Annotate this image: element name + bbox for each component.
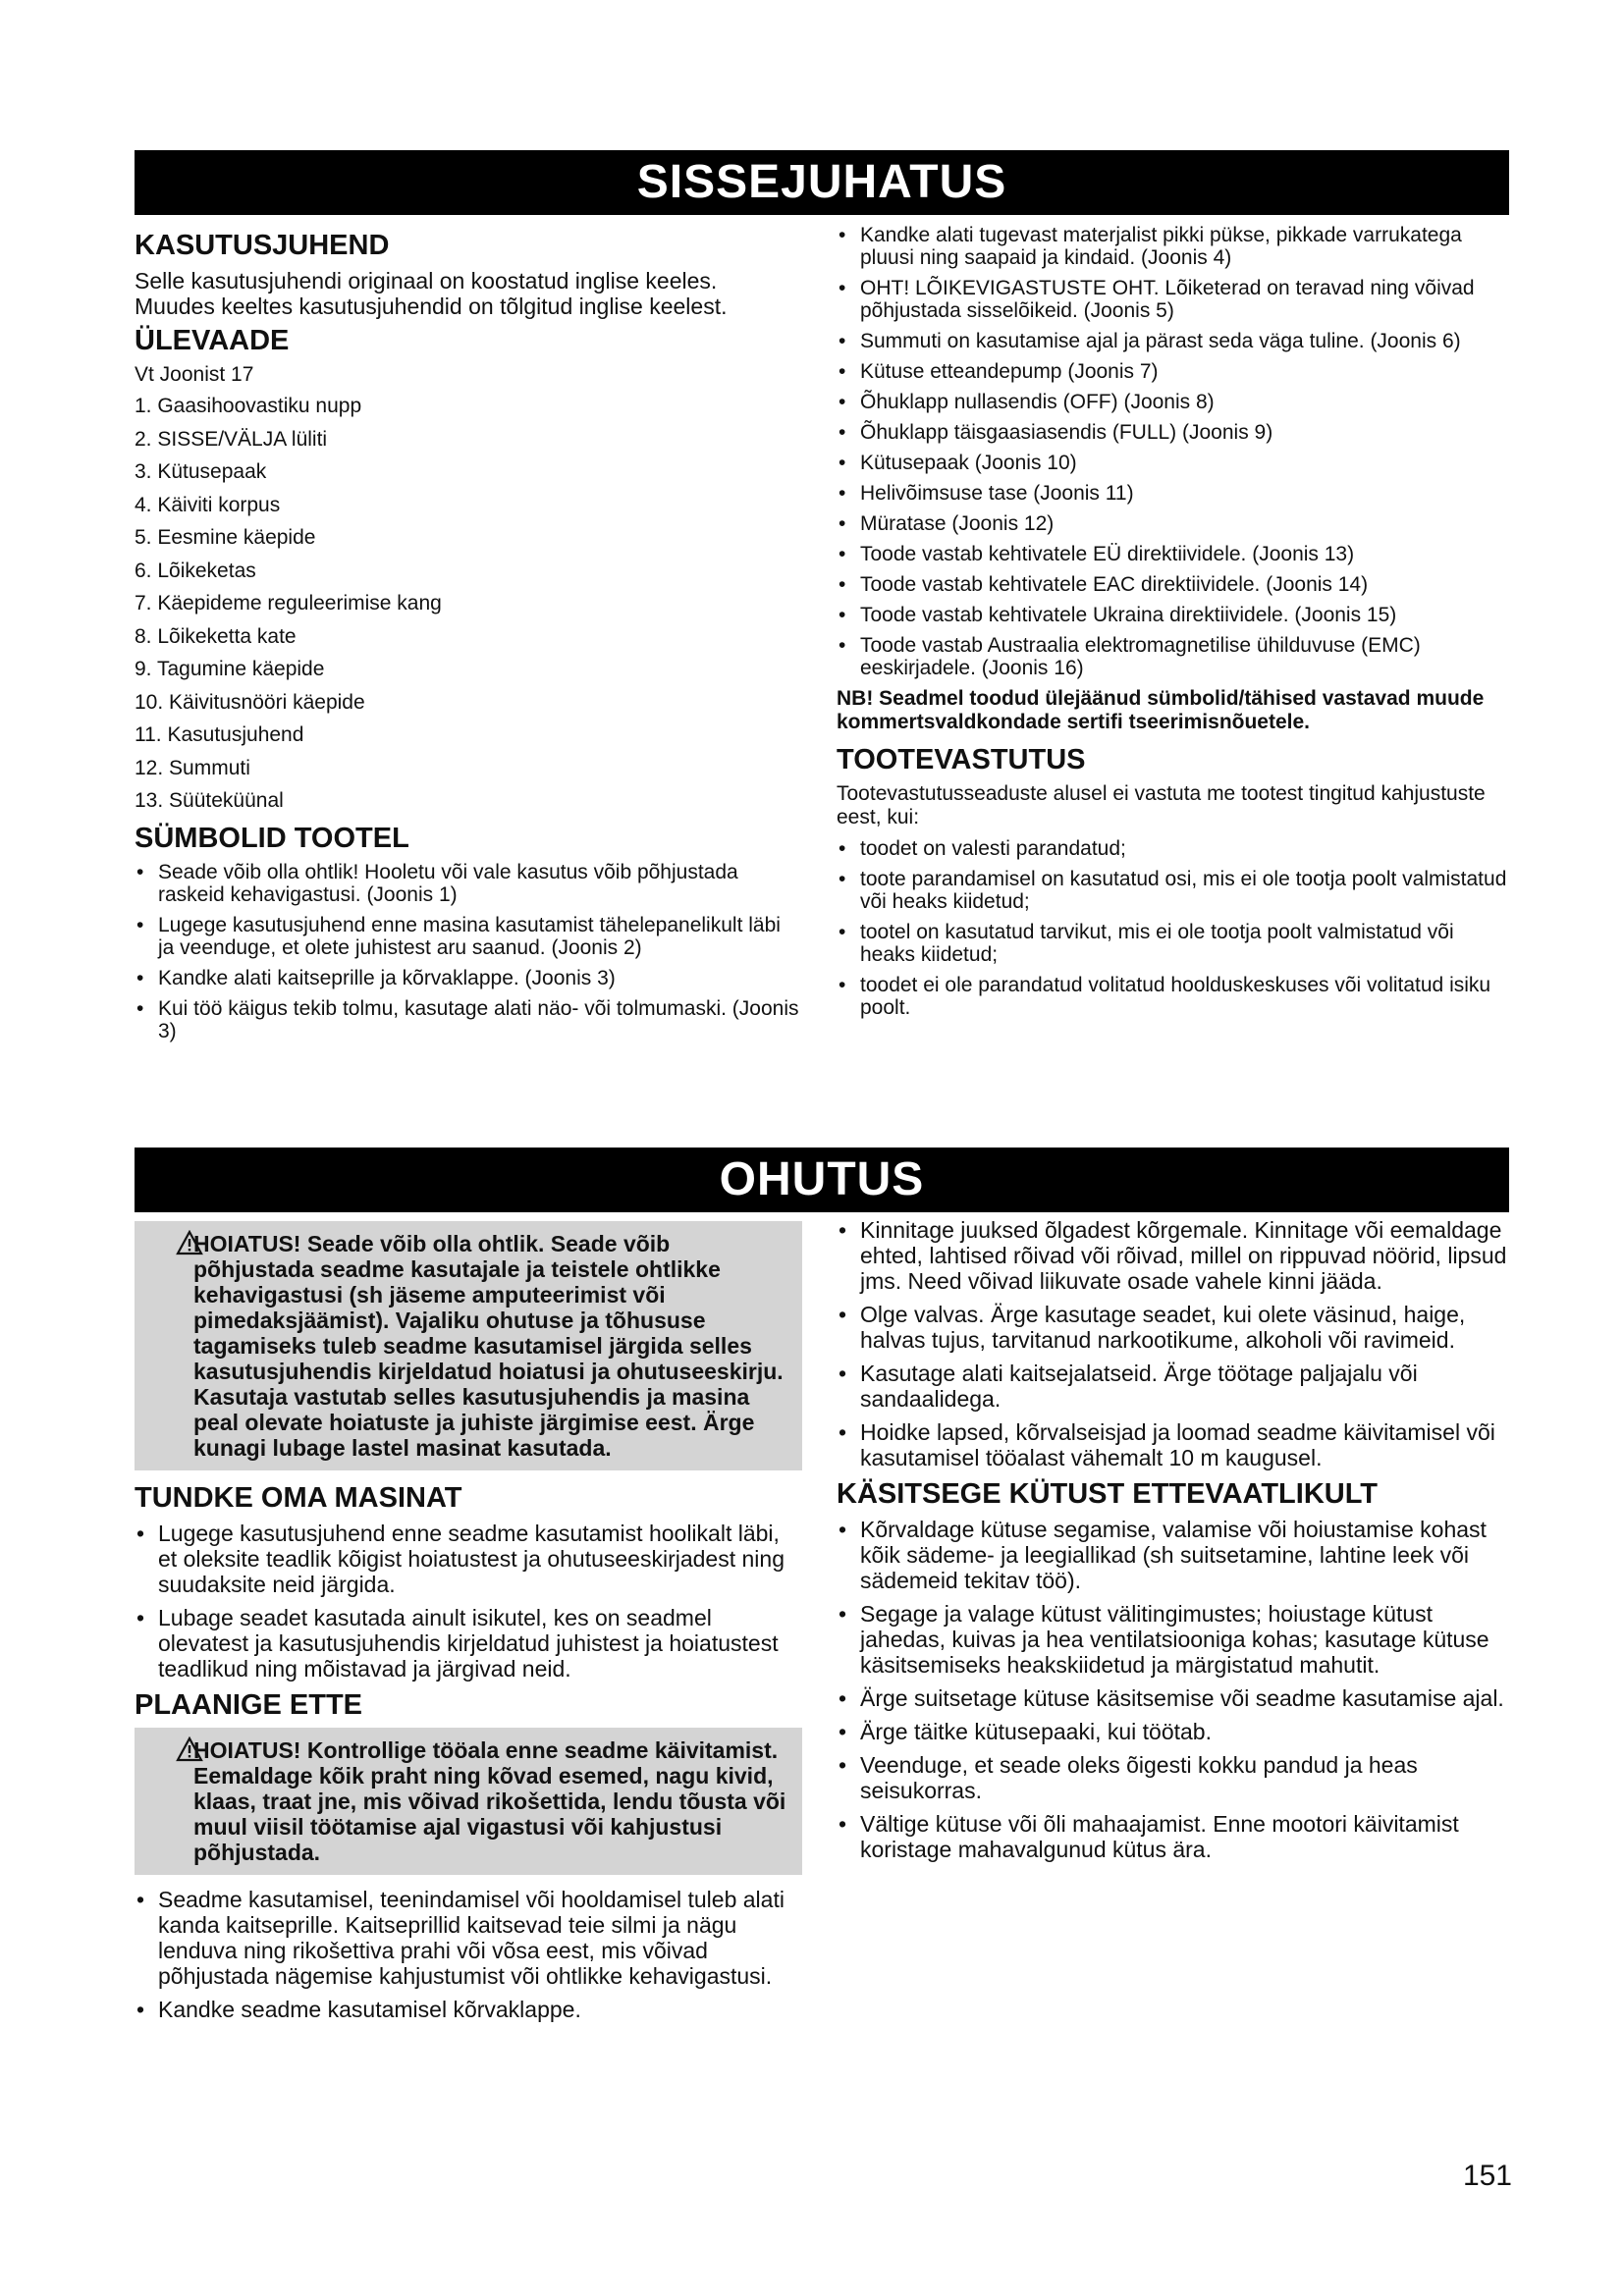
- safety-right-list: [837, 1217, 1514, 1470]
- list-item: • Seadme kasutamisel, teenindamisel või hooldamisel tuleb alati kanda kaitseprille. Kaitseprillid kaitsevad teie silmi ja nägu lenduva ning rikošettiva prahi või võsa eest, mis võivad põhjustada nägemise kahjustumist või ohtlikke kehavigastusi.: [135, 1887, 802, 1989]
- list-item: 5. Eesmine käepide: [135, 526, 316, 549]
- list-item: • Kandke alati tugevast materjalist pikki pükse, pikkade varrukatega pluusi ning saapaid ja kindaid. (Joonis 4): [837, 224, 1514, 269]
- list-item: • toodet ei ole parandatud volitatud hoolduskeskuses või volitatud isiku poolt.: [837, 974, 1514, 1019]
- symbols-list-left: [135, 861, 802, 1042]
- list-item: • Kasutage alati kaitsejalatseid. Ärge töötage paljajalu või sandaalidega.: [837, 1361, 1514, 1412]
- list-item: • Olge valvas. Ärge kasutage seadet, kui olete väsinud, haige, halvas tujus, tarvitanud narkootikume, alkoholi või ravimeid.: [837, 1302, 1514, 1353]
- list-item: • Õhuklapp nullasendis (OFF) (Joonis 8): [837, 391, 1514, 413]
- symbols-nb-note: NB! Seadmel toodud ülejäänud sümbolid/tähised vastavad muude kommertsvaldkondade sertifi tseerimisnõuetele.: [837, 687, 1485, 733]
- list-item: • Ärge suitsetage kütuse käsitsemise või seadme kasutamise ajal.: [837, 1685, 1514, 1711]
- list-item: • Kui töö käigus tekib tolmu, kasutage alati näo- või tolmumaski. (Joonis 3): [135, 997, 802, 1042]
- list-item: 13. Süüteküünal: [135, 789, 284, 812]
- list-item: • Müratase (Joonis 12): [837, 512, 1514, 535]
- list-item: 2. SISSE/VÄLJA lüliti: [135, 427, 328, 451]
- list-item: • Toode vastab Austraalia elektromagnetilise ühilduvuse (EMC) eeskirjadele. (Joonis 16): [837, 634, 1514, 679]
- list-item: • Vältige kütuse või õli mahaajamist. Enne mootori käivitamist koristage mahavalgunud kütus ära.: [837, 1811, 1514, 1862]
- list-item: • OHT! LÕIKEVIGASTUSTE OHT. Lõiketerad on teravad ning võivad põhjustada sisselõikeid. (Joonis 5): [837, 277, 1514, 322]
- safety-right-column: [837, 1217, 1514, 1870]
- list-item: • Kinnitage juuksed õlgadest kõrgemale. Kinnitage või eemaldage ehted, lahtised rõivad või rõivad, millel on rippuvad nöörid, lipsud jms. Need võivad liikuvate osade vahele kinni jääda.: [837, 1217, 1514, 1294]
- plan-list: [135, 1887, 802, 2022]
- intro-left-column: [135, 224, 802, 1050]
- overview-heading: ÜLEVAADE: [135, 325, 290, 356]
- list-item: 7. Käepideme reguleerimise kang: [135, 592, 442, 614]
- list-item: • Veenduge, et seade oleks õigesti kokku pandud ja heas seisukorras.: [837, 1752, 1514, 1803]
- fuel-heading: KÄSITSEGE KÜTUST ETTEVAATLIKULT: [837, 1478, 1378, 1510]
- list-item: • Seade võib olla ohtlik! Hooletu või vale kasutus võib põhjustada raskeid kehavigastusi. (Joonis 1): [135, 861, 802, 906]
- list-item: • Toode vastab kehtivatele EÜ direktiividele. (Joonis 13): [837, 543, 1514, 565]
- list-item: 12. Summuti: [135, 756, 250, 779]
- know-heading: TUNDKE OMA MASINAT: [135, 1482, 462, 1514]
- list-item: • Kandke alati kaitseprille ja kõrvaklappe. (Joonis 3): [135, 967, 802, 989]
- symbols-heading: SÜMBOLID TOOTEL: [135, 822, 409, 854]
- list-item: • Ärge täitke kütusepaaki, kui töötab.: [837, 1719, 1514, 1744]
- warning-box: [135, 1221, 802, 1470]
- list-item: • Kütuse etteandepump (Joonis 7): [837, 360, 1514, 383]
- list-item: 8. Lõikeketta kate: [135, 624, 297, 648]
- safety-left-column: [135, 1217, 802, 2030]
- list-item: 11. Kasutusjuhend: [135, 723, 304, 746]
- list-item: • Toode vastab kehtivatele Ukraina direktiividele. (Joonis 15): [837, 604, 1514, 626]
- list-item: • Toode vastab kehtivatele EAC direktiividele. (Joonis 14): [837, 573, 1514, 596]
- manual-heading: KASUTUSJUHEND: [135, 230, 390, 261]
- fuel-list: [837, 1517, 1514, 1862]
- intro-right-column: [837, 224, 1514, 1027]
- symbols-list-right: [837, 224, 1514, 679]
- list-item: • Hoidke lapsed, kõrvalseisjad ja loomad seadme käivitamisel või kasutamisel tööalast vähemalt 10 m kaugusel.: [837, 1419, 1514, 1470]
- list-item: • Kandke seadme kasutamisel kõrvaklappe.: [135, 1997, 802, 2022]
- plan-heading: PLAANIGE ETTE: [135, 1689, 363, 1721]
- overview-ref: Vt Joonist 17: [135, 363, 254, 386]
- list-item: • tootel on kasutatud tarvikut, mis ei ole tootja poolt valmistatud või heaks kiidetud;: [837, 921, 1514, 966]
- list-item: 3. Kütusepaak: [135, 460, 267, 483]
- list-item: 4. Käiviti korpus: [135, 493, 281, 516]
- list-item: • Lugege kasutusjuhend enne seadme kasutamist hoolikalt läbi, et oleksite teadlik kõigist hoiatustest ja ohutuseeskirjadest ning suudaksite neid järgida.: [135, 1521, 802, 1597]
- list-item: • Kõrvaldage kütuse segamise, valamise või hoiustamise kohast kõik sädeme- ja leegiallikad (sh suitsetamine, lahtine leek või sädemeid tekitav töö).: [837, 1517, 1514, 1593]
- list-item: • Helivõimsuse tase (Joonis 11): [837, 482, 1514, 505]
- list-item: 1. Gaasihoovastiku nupp: [135, 395, 362, 417]
- warning-text: HOIATUS! Kontrollige tööala enne seadme käivitamist. Eemaldage kõik praht ning kõvad esemed, nagu kivid, klaas, traat jne, mis võivad rikošettida, lendu tõusta või muul viisil töötamise ajal vigastusi või kahjustusi põhjustada.: [193, 1737, 786, 1865]
- safety-banner: OHUTUS: [135, 1148, 1509, 1212]
- overview-list: [135, 395, 802, 813]
- warning-triangle-icon: [176, 1736, 203, 1762]
- list-item: • Lubage seadet kasutada ainult isikutel, kes on seadmel olevatest ja kasutusjuhendis kirjeldatud juhistest ja hoiatustest teadlikud ning mõistavad ja järgivad neid.: [135, 1605, 802, 1682]
- intro-banner: SISSEJUHATUS: [135, 150, 1509, 215]
- liability-intro: Tootevastutusseaduste alusel ei vastuta me tootest tingitud kahjustuste eest, kui:: [837, 782, 1486, 828]
- manual-text: Selle kasutusjuhendi originaal on koostatud inglise keeles. Muudes keeltes kasutusjuhendid on tõlgitud inglise keelest.: [135, 268, 728, 319]
- list-item: 6. Lõikeketas: [135, 559, 256, 582]
- list-item: 9. Tagumine käepide: [135, 658, 325, 680]
- list-item: • Segage ja valage kütust välitingimustes; hoiustage kütust jahedas, kuivas ja hea ventilatsiooniga kohas; kasutage kütuse käsitsemiseks heakskiidetud ja märgistatud mahutit.: [837, 1601, 1514, 1678]
- page-number: 151: [1462, 2160, 1512, 2192]
- warning-box: [135, 1728, 802, 1875]
- warning-text: HOIATUS! Seade võib olla ohtlik. Seade võib põhjustada seadme kasutajale ja teistele ohtlikke kehavigastusi (sh jäseme amputeerimist või pimedaksjäämist). Vajaliku ohutuse ja tõhususe tagamiseks tuleb seadme kasutamisel järgida selles kasutusjuhendis kirjeldatud hoiatusi ja ohutuseeskirju. Kasutaja vastutab selles kasutusjuhendis ja masina peal olevate hoiatuste ja juhiste järgimise eest. Ärge kunagi lubage lastel masinat kasutada.: [193, 1231, 784, 1461]
- liability-list: [837, 837, 1514, 1019]
- list-item: • toodet on valesti parandatud;: [837, 837, 1514, 860]
- list-item: • Kütusepaak (Joonis 10): [837, 452, 1514, 474]
- liability-heading: TOOTEVASTUTUS: [837, 744, 1086, 775]
- warning-triangle-icon: [176, 1230, 203, 1255]
- list-item: • Lugege kasutusjuhend enne masina kasutamist tähelepanelikult läbi ja veenduge, et olete juhistest aru saanud. (Joonis 2): [135, 914, 802, 959]
- list-item: 10. Käivitusnööri käepide: [135, 690, 365, 714]
- know-list: [135, 1521, 802, 1682]
- list-item: • Summuti on kasutamise ajal ja pärast seda väga tuline. (Joonis 6): [837, 330, 1514, 352]
- list-item: • toote parandamisel on kasutatud osi, mis ei ole tootja poolt valmistatud või heaks kiidetud;: [837, 868, 1514, 913]
- list-item: • Õhuklapp täisgaasiasendis (FULL) (Joonis 9): [837, 421, 1514, 444]
